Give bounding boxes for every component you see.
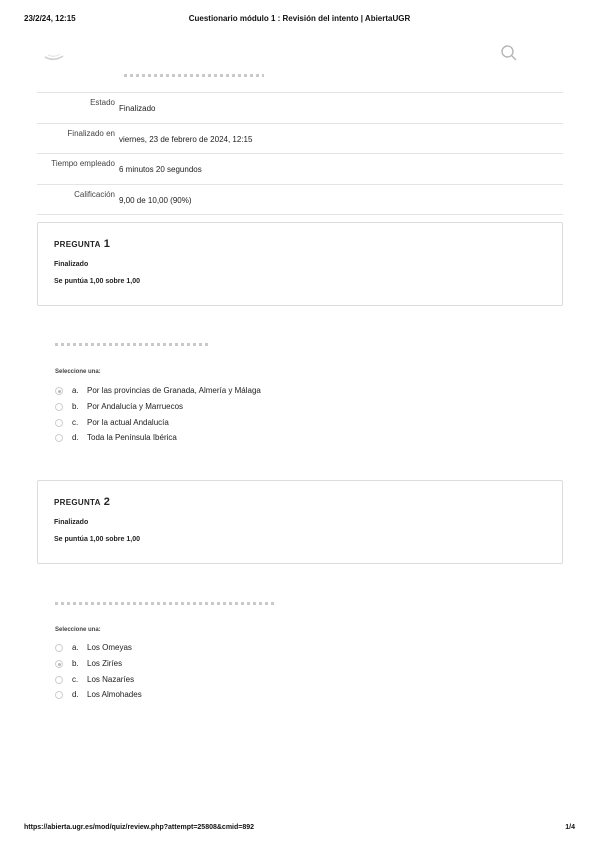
summary-value: viernes, 23 de febrero de 2024, 12:15 (119, 134, 253, 144)
option-letter: c. (72, 418, 79, 427)
attempt-summary-table (37, 92, 563, 215)
select-one-label: Seleccione una: (55, 627, 101, 633)
option-text: Los Omeyas (87, 643, 132, 652)
option-letter: a. (72, 643, 79, 652)
option-text: Toda la Península Ibérica (87, 433, 177, 442)
print-url: https://abierta.ugr.es/mod/quiz/review.php?attempt=25808&cmid=892 (24, 824, 255, 831)
option-letter: c. (72, 675, 79, 684)
option-letter: d. (72, 690, 79, 699)
option-text: Los Almohades (87, 690, 142, 699)
summary-value: 6 minutos 20 segundos (119, 165, 202, 174)
question-info-card-2 (37, 480, 563, 564)
radio-icon[interactable] (55, 676, 63, 684)
option-text: Los Nazaríes (87, 675, 135, 684)
summary-row-state (37, 93, 563, 124)
radio-icon[interactable] (55, 434, 63, 442)
radio-icon[interactable] (55, 419, 63, 427)
option-letter: b. (72, 402, 79, 411)
question-grade: Se puntúa 1,00 sobre 1,00 (54, 536, 140, 543)
question-state: Finalizado (54, 261, 89, 268)
question-number: 2 (103, 496, 111, 508)
print-header (24, 14, 575, 26)
question-number: 1 (103, 238, 111, 250)
question-label: PREGUNTA (54, 498, 101, 507)
print-datetime: 23/2/24, 12:15 (24, 14, 76, 23)
option-letter: b. (72, 659, 79, 668)
summary-label: Estado (90, 98, 115, 107)
ugr-logo-icon[interactable] (44, 50, 64, 62)
option-letter: a. (72, 386, 79, 395)
question-title (54, 496, 110, 508)
summary-row-grade (37, 185, 563, 216)
question-title (54, 238, 110, 250)
print-page-title: Cuestionario módulo 1 : Revisión del intento | AbiertaUGR (188, 14, 411, 23)
option-text: Por Andalucía y Marruecos (87, 402, 184, 411)
faded-question-text (55, 343, 210, 346)
print-footer (24, 824, 575, 834)
summary-row-time (37, 154, 563, 185)
radio-icon[interactable] (55, 644, 63, 652)
option-text: Por la actual Andalucía (87, 418, 169, 427)
question-grade: Se puntúa 1,00 sobre 1,00 (54, 278, 140, 285)
faded-question-text (55, 602, 277, 605)
print-page-number: 1/4 (565, 824, 575, 831)
radio-icon[interactable] (55, 691, 63, 699)
summary-value: 9,00 de 10,00 (90%) (119, 195, 192, 205)
faded-breadcrumb (124, 74, 264, 77)
radio-icon[interactable] (55, 403, 63, 411)
question-info-card-1 (37, 222, 563, 306)
radio-selected-icon[interactable] (55, 660, 63, 668)
option-letter: d. (72, 433, 79, 442)
question-state: Finalizado (54, 519, 89, 526)
search-icon[interactable] (500, 44, 518, 62)
summary-label: Calificación (74, 189, 115, 199)
radio-selected-icon[interactable] (55, 387, 63, 395)
option-text: Por las provincias de Granada, Almería y Málaga (87, 386, 261, 395)
summary-value: Finalizado (119, 104, 156, 113)
summary-label: Tiempo empleado (51, 159, 115, 168)
select-one-label: Seleccione una: (55, 369, 101, 375)
option-text: Los Ziríes (87, 659, 123, 668)
question-label: PREGUNTA (54, 240, 101, 249)
summary-label: Finalizado en (67, 128, 115, 138)
summary-row-finished (37, 124, 563, 155)
